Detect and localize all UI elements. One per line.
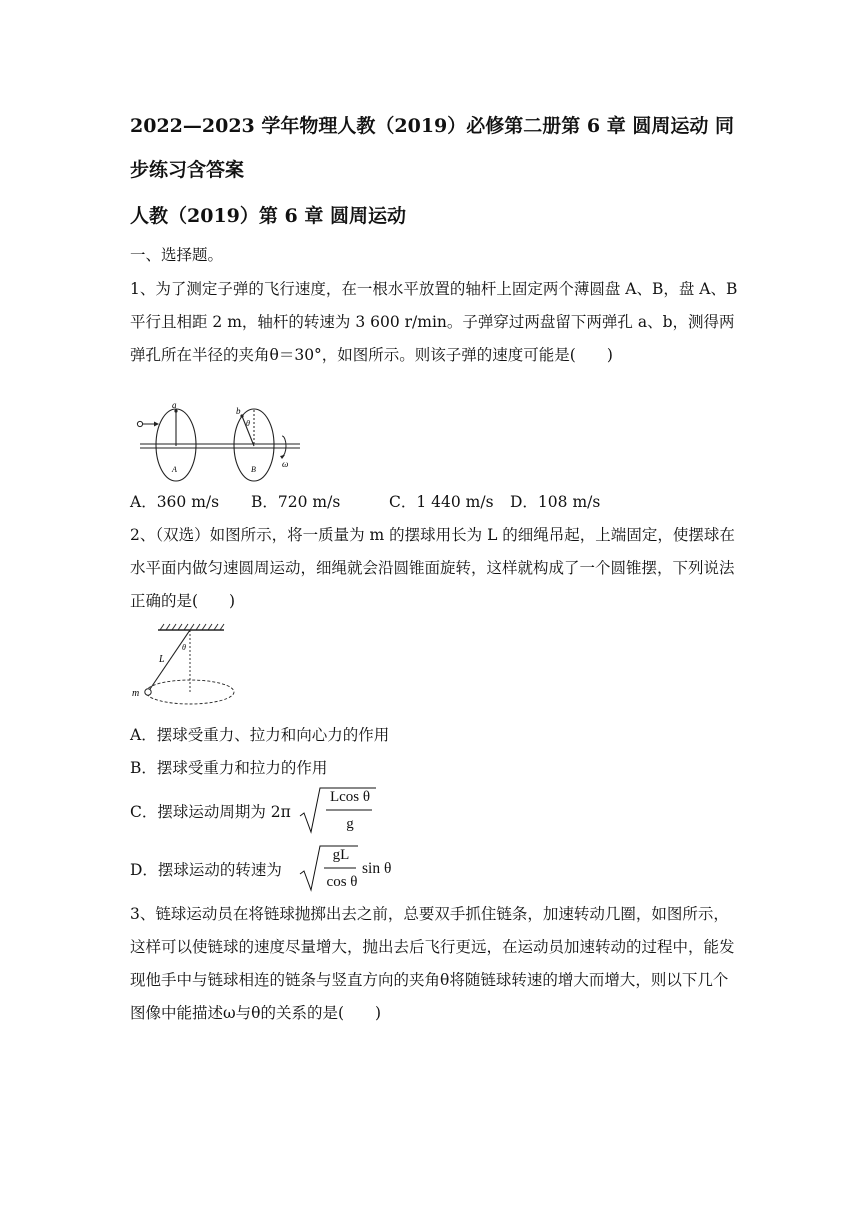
option-d-denominator: cos θ — [326, 874, 358, 890]
question-2-option-c: C．摆球运动周期为 2π — [130, 803, 291, 821]
question-3-text: 3、链球运动员在将链球抛掷出去之前，总要双手抓住链条，加速转动几圈，如图所示，这样可以使链球的速度尽量增大，抛出去后飞行更远，在运动员加速转动的过程中，能发现他手中与链球相连的链条与竖直方向的夹角θ将随链球转速的增大而增大，则以下几个图像中能描述ω与θ的关系的是( ) — [130, 905, 735, 1022]
question-2-option-a: A．摆球受重力、拉力和向心力的作用 — [130, 726, 390, 744]
question-2-text: 2、（双选）如图所示，将一质量为 m 的摆球用长为 L 的细绳吊起，上端固定，使摆球在水平面内做匀速圆周运动，细绳就会沿圆锥面旋转，这样就构成了一个圆锥摆，下列说法正确的是( ) — [130, 526, 735, 610]
figure-label-theta: θ — [246, 419, 250, 428]
figure-label-disc-b: B — [251, 465, 256, 474]
question-1-options — [130, 487, 600, 517]
option-d-numerator: gL — [332, 847, 350, 863]
question-2-figure — [130, 622, 242, 706]
figure-label-a: a — [172, 400, 177, 410]
figure-label-angle: θ — [182, 643, 186, 652]
chapter-subtitle: 人教（2019）第 6 章 圆周运动 — [130, 205, 406, 227]
question-1-option-d: D．108 m/s — [510, 493, 601, 511]
document-title-line-1: 2022—2023 学年物理人教（2019）必修第二册第 6 章 圆周运动 同 — [130, 115, 734, 137]
question-1-figure — [132, 400, 304, 482]
question-1-option-c: C．1 440 m/s — [389, 493, 494, 511]
question-1-text: 1、为了测定子弹的飞行速度，在一根水平放置的轴杆上固定两个薄圆盘 A、B，盘 A、B 平行且相距 2 m，轴杆的转速为 3 600 r/min。子弹穿过两盘留下两弹孔 a、b，测得两弹孔所在半径的夹角θ＝30°，如图所示。则该子弹的速度可能是( ) — [130, 280, 738, 364]
question-1-option-b: B．720 m/s — [251, 493, 341, 511]
figure-label-omega: ω — [282, 459, 289, 469]
section-heading: 一、选择题。 — [130, 246, 224, 264]
figure-label-b: b — [236, 406, 241, 416]
question-2-option-d: D．摆球运动的转速为 — [130, 861, 282, 879]
document-title-line-2: 步练习含答案 — [130, 159, 245, 181]
figure-label-disc-a: A — [172, 465, 177, 474]
figure-label-mass: m — [132, 688, 140, 699]
question-2-option-b: B．摆球受重力和拉力的作用 — [130, 759, 328, 777]
option-c-numerator: Lcos θ — [329, 789, 371, 805]
figure-label-length: L — [159, 654, 165, 665]
question-1-option-a: A．360 m/s — [130, 493, 220, 511]
option-c-denominator: g — [346, 816, 354, 832]
option-d-tail: sin θ — [362, 860, 392, 877]
